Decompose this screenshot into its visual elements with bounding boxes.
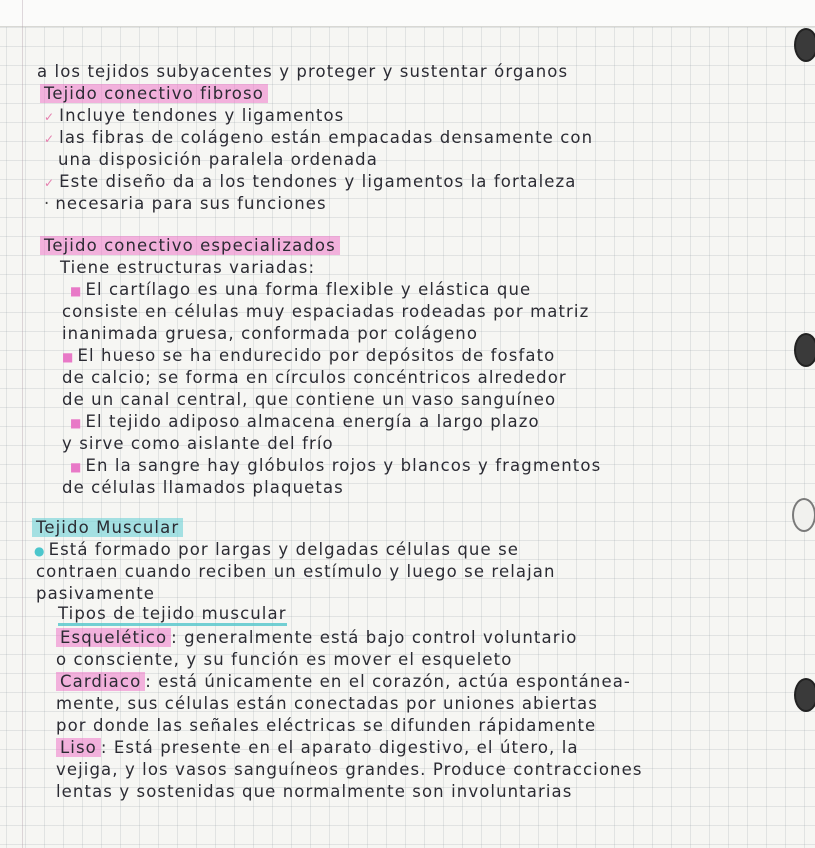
list-item-text: El tejido adiposo almacena energía a largo plazo [85, 412, 540, 431]
binder-hole [794, 678, 815, 712]
list-item-text: necesaria para sus funciones [55, 194, 327, 213]
list-item-text: las fibras de colágeno están empacadas densamente con [59, 128, 594, 147]
note-line: y sirve como aislante del frío [62, 434, 334, 453]
note-line: vejiga, y los vasos sanguíneos grandes. Produce contracciones [56, 760, 643, 779]
pink-square-bullet-icon: ■ [62, 350, 75, 364]
definition-text: : generalmente está bajo control voluntario [171, 628, 578, 647]
list-item-text: El cartílago es una forma flexible y elástica que [85, 280, 532, 299]
check-icon: ✓ [44, 110, 56, 124]
pink-square-bullet-icon: ■ [70, 460, 83, 474]
check-icon: ✓ [44, 132, 56, 146]
list-item-text: Está formado por largas y delgadas células que se [48, 540, 520, 559]
list-item [34, 540, 519, 561]
bullet-dot-icon: · [44, 194, 51, 213]
note-line: o consciente, y su función es mover el esqueleto [56, 650, 513, 669]
check-icon: ✓ [44, 176, 56, 190]
note-line-liso [56, 738, 579, 758]
note-line: consiste en células muy espaciadas rodeadas por matriz [62, 302, 590, 321]
margin-line [22, 0, 23, 848]
list-item [70, 280, 531, 301]
list-item [44, 128, 593, 149]
note-line: de células llamados plaquetas [62, 478, 344, 497]
note-line: de calcio; se forma en círculos concéntricos alrededor [62, 368, 567, 387]
heading-tejido-muscular [32, 518, 183, 538]
note-line: a los tejidos subyacentes y proteger y sustentar órganos [37, 62, 569, 81]
subheading-tipos [58, 604, 287, 624]
note-line: lentas y sostenidas que normalmente son involuntarias [56, 782, 573, 801]
note-line: por donde las señales eléctricas se difunden rápidamente [56, 716, 597, 735]
heading-tejido-fibroso [40, 84, 268, 104]
heading-text: Tejido Muscular [32, 518, 183, 537]
subheading-text: Tipos de tejido muscular [58, 604, 287, 626]
binder-hole [794, 28, 815, 62]
binder-hole [792, 498, 815, 532]
page-top-edge [0, 0, 815, 27]
list-item-text: El hueso se ha endurecido por depósitos de fosfato [77, 346, 556, 365]
heading-tejido-especializados [40, 236, 340, 256]
note-line-esqueletico [56, 628, 577, 648]
pink-square-bullet-icon: ■ [70, 416, 83, 430]
pink-square-bullet-icon: ■ [70, 284, 83, 298]
label-liso: Liso [56, 738, 101, 757]
note-line: contraen cuando reciben un estímulo y luego se relajan [36, 562, 556, 581]
teal-dot-bullet-icon: ● [34, 544, 46, 558]
note-line: una disposición paralela ordenada [58, 150, 378, 169]
heading-text: Tejido conectivo fibroso [40, 84, 268, 103]
note-line: mente, sus células están conectadas por uniones abiertas [56, 694, 598, 713]
heading-text: Tejido conectivo especializados [40, 236, 340, 255]
list-item [44, 172, 577, 193]
label-esqueletico: Esquelético [56, 628, 171, 647]
definition-text: : Está presente en el aparato digestivo, el útero, la [100, 738, 579, 757]
definition-text: : está únicamente en el corazón, actúa espontánea- [145, 672, 631, 691]
note-line: inanimada gruesa, conformada por colágeno [62, 324, 479, 343]
list-item-text: Incluye tendones y ligamentos [59, 106, 345, 125]
list-item [44, 106, 344, 127]
note-line: pasivamente [36, 584, 156, 603]
binder-hole [794, 333, 815, 367]
label-cardiaco: Cardiaco [56, 672, 145, 691]
list-item [70, 456, 601, 477]
list-item [62, 346, 555, 367]
list-item [70, 412, 540, 433]
note-line-cardiaco [56, 672, 631, 692]
list-item-text: En la sangre hay glóbulos rojos y blancos y fragmentos [85, 456, 602, 475]
list-item-text: Este diseño da a los tendones y ligamentos la fortaleza [59, 172, 577, 191]
list-item [44, 194, 327, 214]
note-line: Tiene estructuras variadas: [60, 258, 316, 277]
note-line: de un canal central, que contiene un vaso sanguíneo [62, 390, 557, 409]
